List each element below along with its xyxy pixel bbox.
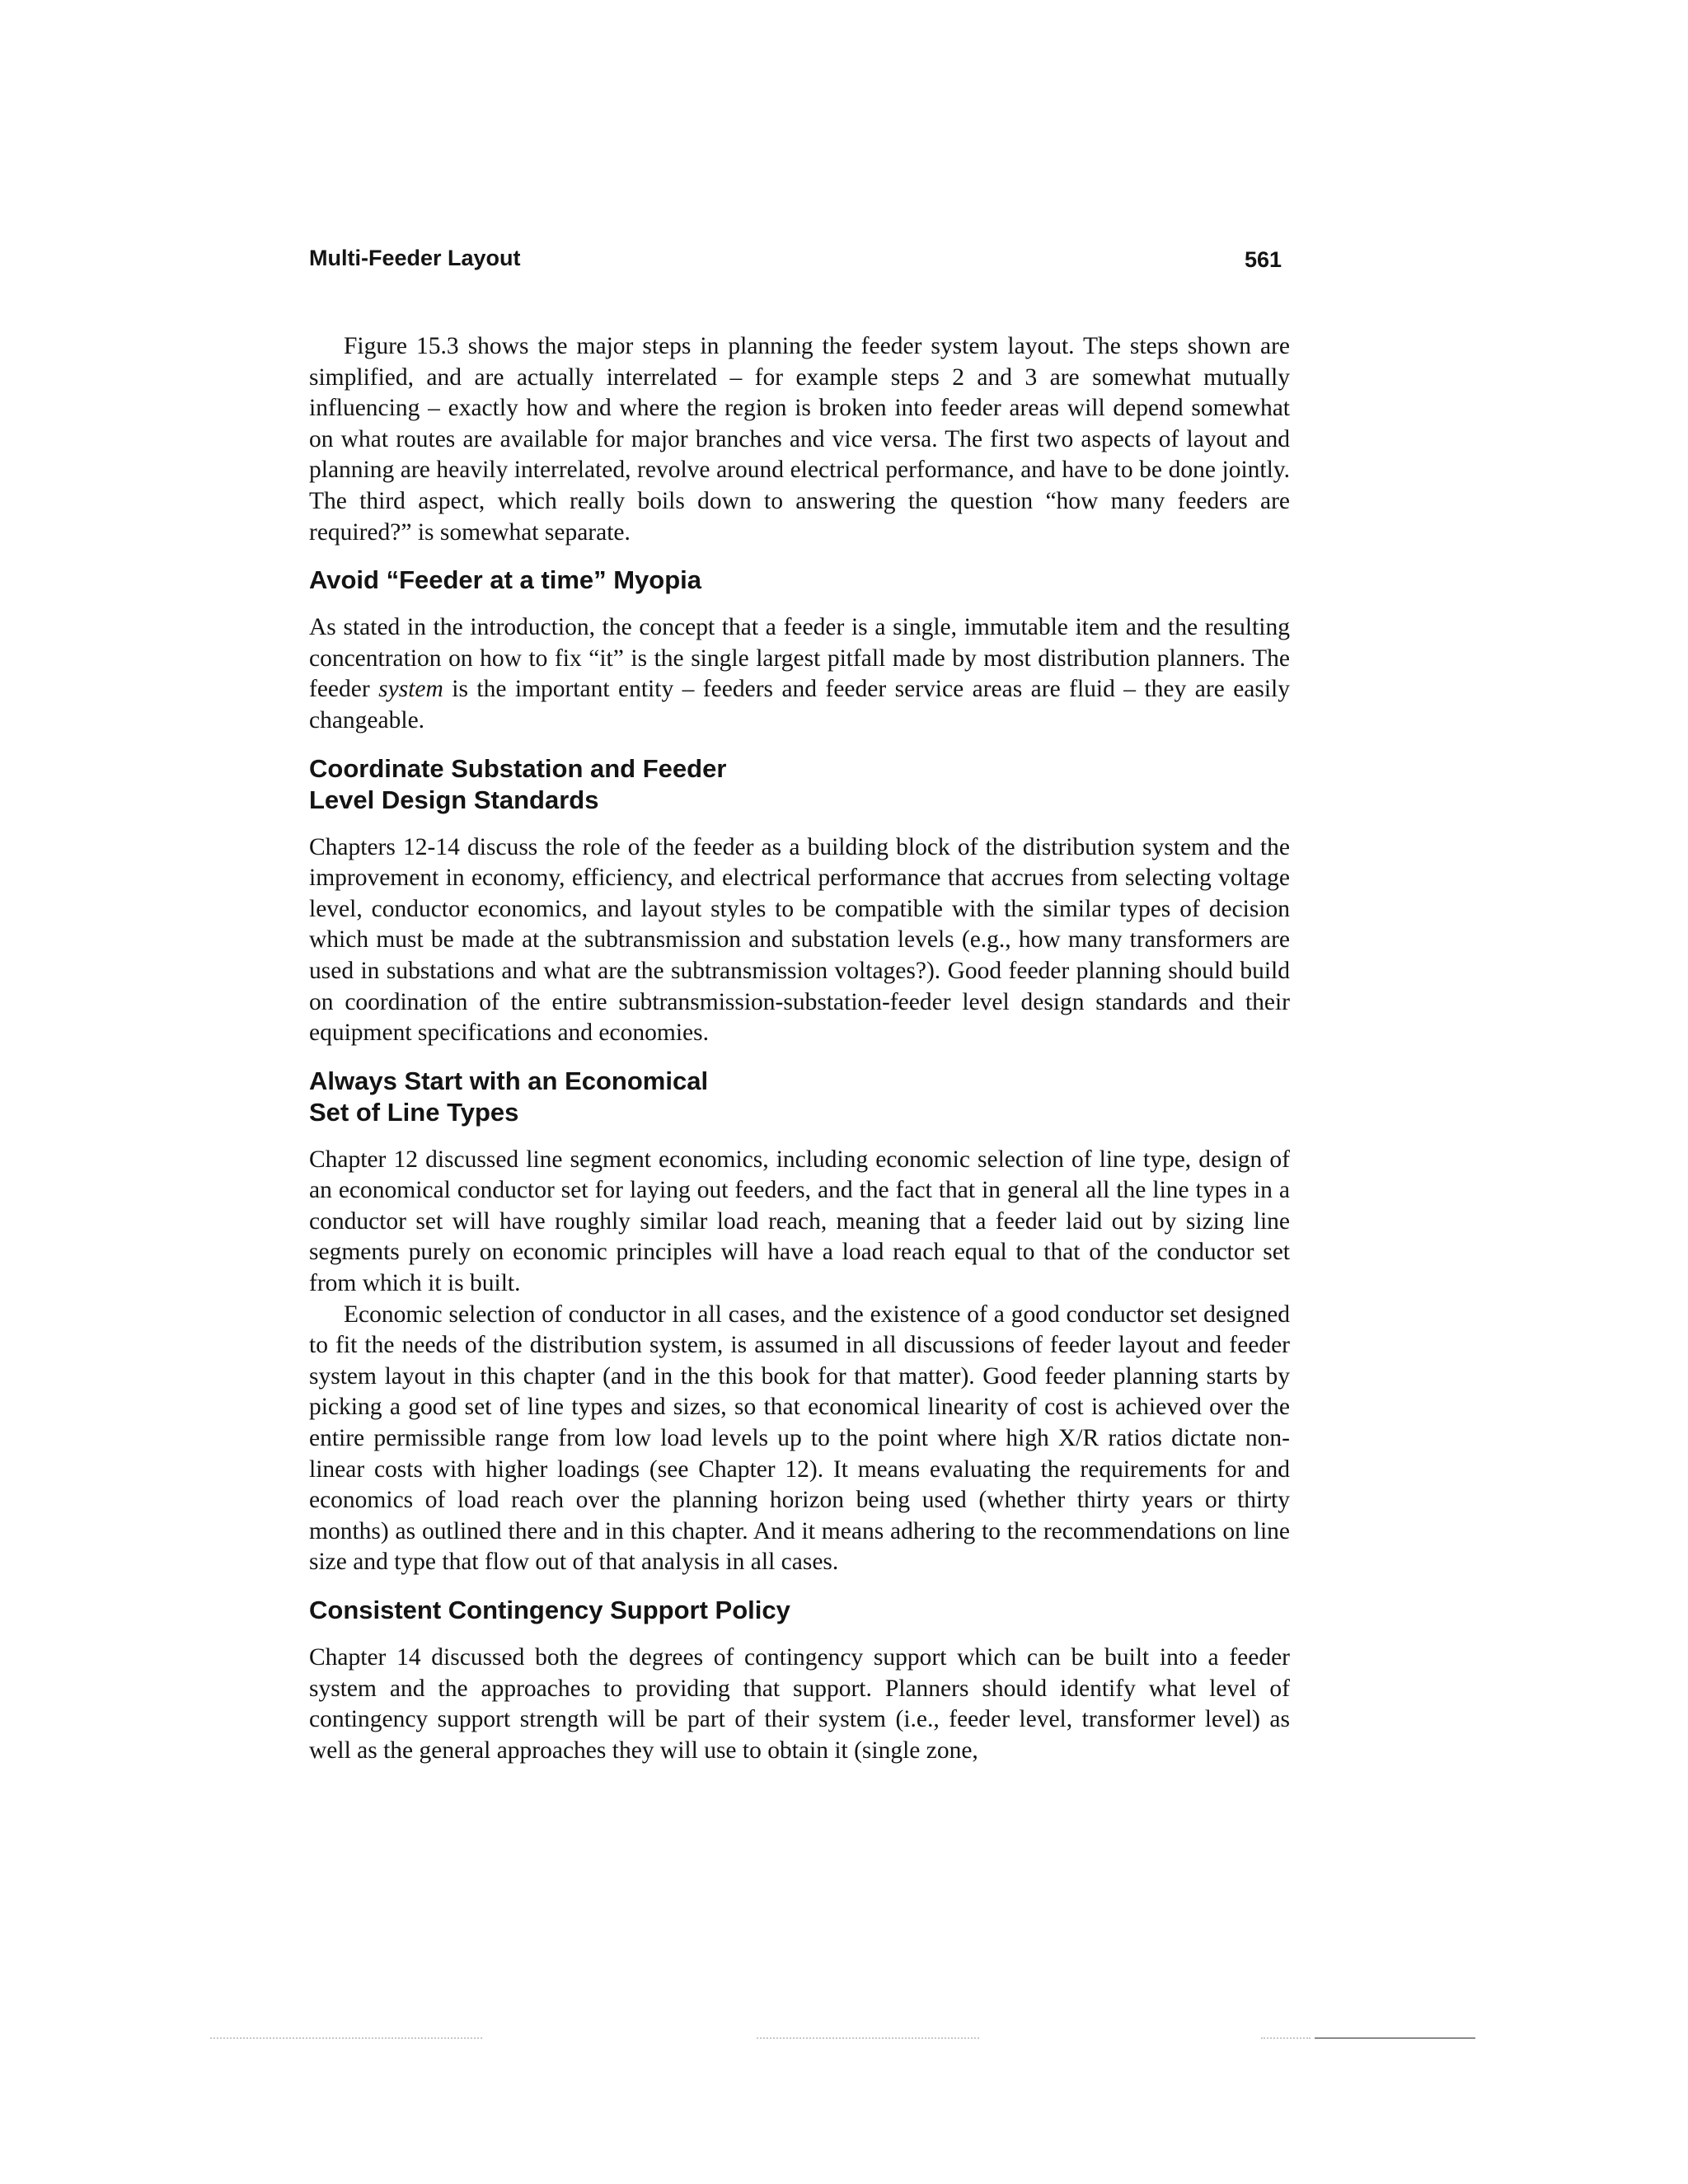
- scan-speckle-right: [1261, 2037, 1311, 2041]
- running-head: [309, 246, 1290, 279]
- heading-avoid-myopia: Avoid “Feeder at a time” Myopia: [309, 565, 702, 595]
- heading-contingency-policy: Consistent Contingency Support Policy: [309, 1596, 790, 1624]
- paragraph-myopia: [309, 612, 1290, 736]
- paragraph-myopia-text-b: is the important entity – feeders and feeder service areas are fluid – they are easily changeable.: [309, 676, 1290, 733]
- paragraph-myopia-text-a: As stated in the introduction, the concept that a feeder is a single, immutable item and the resulting concentration on how to fix “it” is the single largest pitfall made by most distribution planners. The feeder: [309, 614, 1290, 703]
- scan-speckle-right-dark: [1315, 2037, 1475, 2041]
- running-title: Multi-Feeder Layout: [309, 246, 521, 270]
- paragraph-intro: Figure 15.3 shows the major steps in planning the feeder system layout. The steps shown are simplified, and are actually interrelated – for example steps 2 and 3 are somewhat mutually influencing – exactly how and where the region is broken into feeder areas will depend somewhat on what routes are available for major branches and vice versa. The first two aspects of layout and planning are heavily interrelated, revolve around electrical performance, and have to be done jointly. The third aspect, which really boils down to answering the question “how many feeders are required?” is somewhat separate.: [309, 333, 1290, 546]
- paragraph-conductor-selection: Economic selection of conductor in all cases, and the existence of a good conductor set designed to fit the needs of the distribution system, is assumed in all discussions of feeder layout and feeder system layout in this chapter (and in the this book for that matter). Good feeder planning starts by picking a good set of line types and sizes, so that economical linearity of cost is achieved over the entire permissible range from low load levels up to the point where high X/R ratios dictate non-linear costs with higher loadings (see Chapter 12). It means evaluating the requirements for and economics of load reach over the planning horizon being used (whether thirty years or thirty months) as outlined there and in this chapter. And it means adhering to the recommendations on line size and type that flow out of that analysis in all cases.: [309, 1301, 1290, 1576]
- paragraph-line-economics: Chapter 12 discussed line segment economics, including economic selection of line type, design of an economical conductor set for laying out feeders, and the fact that in general all the line types in a conductor set will have roughly similar load reach, meaning that a feeder laid out by sizing line segments purely on economic principles will have a load reach equal to that of the conductor set from which it is built.: [309, 1146, 1290, 1297]
- paragraph-contingency: Chapter 14 discussed both the degrees of contingency support which can be built into a feeder system and the approaches to providing that support. Planners should identify what level of contingency support strength will be part of their system (i.e., feeder level, transformer level) as well as the general approaches they will use to obtain it (single zone,: [309, 1644, 1290, 1764]
- page-body: [309, 331, 1290, 1766]
- page-number: 561: [1244, 247, 1282, 272]
- scan-speckle-left: [210, 2037, 482, 2041]
- heading-coordinate-standards: Coordinate Substation and Feeder Level Design Standards: [309, 753, 727, 814]
- heading-line-types: Always Start with an Economical Set of Line Types: [309, 1066, 709, 1127]
- paragraph-standards: Chapters 12-14 discuss the role of the feeder as a building block of the distribution system and the improvement in economy, efficiency, and electrical performance that accrues from selecting voltage level, conductor economics, and layout styles to be compatible with the similar types of decision which must be made at the subtransmission and substation levels (e.g., how many transformers are used in substations and what are the subtransmission voltages?). Good feeder planning should build on coordination of the entire subtransmission-substation-feeder level design standards and their equipment specifications and economies.: [309, 833, 1290, 1047]
- scan-speckle-middle: [757, 2037, 979, 2041]
- emphasis-system: system: [378, 676, 443, 703]
